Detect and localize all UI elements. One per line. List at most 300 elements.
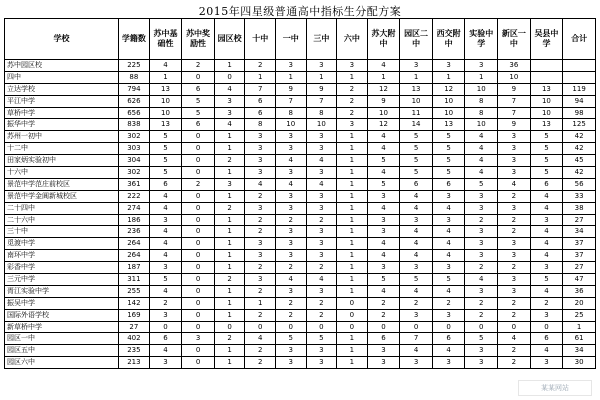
value-cell: 119 — [563, 83, 596, 95]
table-row — [5, 131, 596, 143]
column-header: 学校 — [5, 19, 119, 60]
value-cell: 10 — [530, 107, 563, 119]
value-cell: 3 — [214, 107, 245, 119]
value-cell: 361 — [119, 178, 150, 190]
value-cell: 0 — [245, 321, 276, 333]
value-cell: 3 — [275, 131, 306, 143]
value-cell: 4 — [149, 250, 182, 262]
value-cell: 1 — [465, 71, 498, 83]
value-cell: 1 — [337, 285, 368, 297]
value-cell: 5 — [432, 167, 465, 179]
table-row — [5, 178, 596, 190]
value-cell: 4 — [432, 250, 465, 262]
value-cell: 3 — [465, 250, 498, 262]
value-cell: 0 — [182, 345, 215, 357]
value-cell: 0 — [182, 309, 215, 321]
school-name-cell: 胥江实验中学 — [5, 285, 119, 297]
value-cell: 2 — [498, 262, 531, 274]
value-cell: 4 — [465, 167, 498, 179]
value-cell: 38 — [563, 202, 596, 214]
value-cell: 1 — [337, 71, 368, 83]
value-cell: 2 — [306, 262, 337, 274]
value-cell: 3 — [337, 119, 368, 131]
value-cell: 0 — [182, 274, 215, 286]
value-cell: 2 — [182, 60, 215, 72]
value-cell: 4 — [275, 155, 306, 167]
value-cell: 4 — [245, 333, 276, 345]
value-cell: 2 — [498, 190, 531, 202]
school-name-cell: 振吴中学 — [5, 297, 119, 309]
column-header: 一中 — [275, 19, 306, 60]
table-title: 2015年四星级普通高中指标生分配方案 — [198, 5, 402, 18]
allocation-table-wrapper — [4, 18, 596, 369]
value-cell: 1 — [245, 71, 276, 83]
value-cell: 1 — [214, 250, 245, 262]
value-cell: 3 — [275, 167, 306, 179]
value-cell: 5 — [530, 143, 563, 155]
value-cell: 5 — [400, 143, 433, 155]
value-cell: 2 — [306, 214, 337, 226]
value-cell: 0 — [306, 321, 337, 333]
value-cell: 3 — [306, 357, 337, 369]
value-cell: 12 — [432, 83, 465, 95]
column-header: 苏中基础性 — [149, 19, 182, 60]
value-cell: 626 — [119, 95, 150, 107]
school-name-cell: 振华中学 — [5, 119, 119, 131]
table-row — [5, 333, 596, 345]
value-cell — [563, 71, 596, 83]
value-cell: 33 — [563, 190, 596, 202]
table-row — [5, 107, 596, 119]
value-cell: 1 — [214, 262, 245, 274]
value-cell: 4 — [149, 238, 182, 250]
value-cell: 1 — [337, 190, 368, 202]
value-cell: 45 — [563, 155, 596, 167]
school-name-cell: 觅渡中学 — [5, 238, 119, 250]
value-cell: 4 — [149, 202, 182, 214]
value-cell: 5 — [400, 131, 433, 143]
value-cell: 0 — [214, 71, 245, 83]
school-name-cell: 彩香中学 — [5, 262, 119, 274]
value-cell: 2 — [245, 226, 276, 238]
value-cell: 264 — [119, 250, 150, 262]
value-cell: 3 — [498, 238, 531, 250]
value-cell: 1 — [214, 131, 245, 143]
value-cell: 0 — [182, 167, 215, 179]
value-cell: 1 — [214, 285, 245, 297]
value-cell: 0 — [400, 321, 433, 333]
value-cell: 302 — [119, 131, 150, 143]
value-cell: 1 — [337, 262, 368, 274]
value-cell: 2 — [367, 297, 400, 309]
value-cell: 13 — [432, 119, 465, 131]
table-row — [5, 297, 596, 309]
value-cell: 4 — [306, 178, 337, 190]
value-cell: 5 — [530, 274, 563, 286]
value-cell: 1 — [337, 238, 368, 250]
value-cell: 0 — [337, 321, 368, 333]
value-cell: 4 — [367, 143, 400, 155]
value-cell: 10 — [275, 119, 306, 131]
value-cell: 3 — [275, 238, 306, 250]
value-cell: 3 — [367, 190, 400, 202]
value-cell: 3 — [245, 274, 276, 286]
value-cell: 8 — [306, 107, 337, 119]
watermark: 某某网站 — [518, 380, 592, 396]
value-cell: 1 — [337, 274, 368, 286]
value-cell: 42 — [563, 131, 596, 143]
value-cell: 3 — [275, 202, 306, 214]
column-header: 三中 — [306, 19, 337, 60]
value-cell: 88 — [119, 71, 150, 83]
value-cell: 5 — [367, 274, 400, 286]
value-cell: 656 — [119, 107, 150, 119]
value-cell: 6 — [432, 333, 465, 345]
value-cell: 94 — [563, 95, 596, 107]
table-row — [5, 202, 596, 214]
column-header: 园区校 — [214, 19, 245, 60]
value-cell: 2 — [400, 297, 433, 309]
value-cell: 0 — [149, 321, 182, 333]
value-cell: 0 — [182, 155, 215, 167]
value-cell: 6 — [182, 119, 215, 131]
value-cell: 4 — [400, 345, 433, 357]
table-row — [5, 155, 596, 167]
value-cell: 4 — [400, 250, 433, 262]
value-cell: 10 — [465, 83, 498, 95]
value-cell: 10 — [149, 95, 182, 107]
value-cell: 7 — [306, 95, 337, 107]
value-cell: 5 — [432, 131, 465, 143]
school-name-cell: 园区一中 — [5, 333, 119, 345]
value-cell: 4 — [465, 155, 498, 167]
value-cell: 2 — [182, 178, 215, 190]
value-cell: 3 — [245, 202, 276, 214]
value-cell: 3 — [498, 274, 531, 286]
value-cell: 794 — [119, 83, 150, 95]
value-cell: 0 — [465, 321, 498, 333]
value-cell: 98 — [563, 107, 596, 119]
value-cell: 37 — [563, 238, 596, 250]
value-cell: 3 — [465, 202, 498, 214]
value-cell: 27 — [563, 214, 596, 226]
school-name-cell: 景范中学范庄前校区 — [5, 178, 119, 190]
value-cell: 8 — [465, 107, 498, 119]
value-cell: 1 — [214, 143, 245, 155]
table-row — [5, 345, 596, 357]
value-cell — [530, 71, 563, 83]
value-cell: 1 — [306, 71, 337, 83]
value-cell: 0 — [182, 143, 215, 155]
value-cell: 0 — [182, 226, 215, 238]
value-cell: 7 — [498, 95, 531, 107]
value-cell: 3 — [214, 95, 245, 107]
value-cell: 27 — [119, 321, 150, 333]
header-row — [5, 19, 596, 60]
value-cell: 2 — [337, 83, 368, 95]
value-cell: 3 — [275, 285, 306, 297]
value-cell: 4 — [149, 190, 182, 202]
table-row — [5, 167, 596, 179]
value-cell: 5 — [530, 131, 563, 143]
value-cell: 9 — [498, 83, 531, 95]
value-cell: 2 — [245, 262, 276, 274]
value-cell: 0 — [214, 321, 245, 333]
allocation-table — [4, 18, 596, 369]
value-cell: 6 — [530, 178, 563, 190]
value-cell: 1 — [214, 60, 245, 72]
school-name-cell: 立达学校 — [5, 83, 119, 95]
value-cell: 3 — [530, 357, 563, 369]
value-cell: 4 — [149, 226, 182, 238]
table-row — [5, 83, 596, 95]
value-cell: 236 — [119, 226, 150, 238]
value-cell: 0 — [337, 309, 368, 321]
column-header: 吴县中学 — [530, 19, 563, 60]
value-cell: 1 — [367, 71, 400, 83]
value-cell: 1 — [214, 297, 245, 309]
value-cell: 3 — [306, 238, 337, 250]
value-cell: 4 — [465, 274, 498, 286]
value-cell: 0 — [182, 190, 215, 202]
value-cell: 3 — [306, 285, 337, 297]
value-cell: 4 — [530, 285, 563, 297]
value-cell: 13 — [149, 83, 182, 95]
value-cell: 304 — [119, 155, 150, 167]
value-cell: 3 — [367, 357, 400, 369]
value-cell: 125 — [563, 119, 596, 131]
value-cell: 3 — [245, 238, 276, 250]
value-cell: 4 — [530, 226, 563, 238]
value-cell: 2 — [306, 309, 337, 321]
value-cell: 3 — [400, 60, 433, 72]
value-cell: 2 — [498, 214, 531, 226]
value-cell: 2 — [498, 357, 531, 369]
value-cell: 10 — [149, 107, 182, 119]
table-row — [5, 71, 596, 83]
value-cell: 34 — [563, 345, 596, 357]
table-row — [5, 321, 596, 333]
value-cell: 2 — [214, 274, 245, 286]
table-row — [5, 214, 596, 226]
value-cell: 2 — [367, 309, 400, 321]
value-cell: 2 — [245, 60, 276, 72]
value-cell: 3 — [214, 178, 245, 190]
value-cell: 303 — [119, 143, 150, 155]
value-cell: 20 — [563, 297, 596, 309]
value-cell: 13 — [400, 83, 433, 95]
value-cell: 0 — [182, 238, 215, 250]
value-cell: 10 — [432, 107, 465, 119]
value-cell: 4 — [400, 285, 433, 297]
school-name-cell: 二十六中 — [5, 214, 119, 226]
value-cell: 6 — [149, 333, 182, 345]
value-cell: 7 — [400, 333, 433, 345]
value-cell: 3 — [306, 60, 337, 72]
value-cell: 1 — [337, 226, 368, 238]
value-cell: 3 — [306, 202, 337, 214]
value-cell: 3 — [367, 226, 400, 238]
table-row — [5, 119, 596, 131]
value-cell: 6 — [182, 83, 215, 95]
value-cell: 838 — [119, 119, 150, 131]
value-cell: 3 — [149, 309, 182, 321]
value-cell: 0 — [367, 321, 400, 333]
value-cell: 2 — [214, 202, 245, 214]
value-cell: 4 — [245, 178, 276, 190]
column-header: 新区一中 — [498, 19, 531, 60]
value-cell: 5 — [367, 178, 400, 190]
value-cell: 4 — [149, 60, 182, 72]
value-cell: 47 — [563, 274, 596, 286]
value-cell: 4 — [306, 155, 337, 167]
school-name-cell: 田家炳实验初中 — [5, 155, 119, 167]
value-cell: 2 — [465, 214, 498, 226]
value-cell: 4 — [367, 167, 400, 179]
value-cell: 4 — [530, 238, 563, 250]
school-name-cell: 三十中 — [5, 226, 119, 238]
value-cell: 1 — [214, 167, 245, 179]
value-cell: 13 — [149, 119, 182, 131]
value-cell: 1 — [337, 333, 368, 345]
value-cell: 4 — [530, 202, 563, 214]
school-name-cell: 景范中学金阊新城校区 — [5, 190, 119, 202]
value-cell: 30 — [563, 357, 596, 369]
school-name-cell: 国际外语学校 — [5, 309, 119, 321]
value-cell: 2 — [498, 297, 531, 309]
value-cell: 9 — [306, 83, 337, 95]
value-cell: 3 — [400, 357, 433, 369]
value-cell: 4 — [530, 345, 563, 357]
value-cell: 0 — [498, 321, 531, 333]
value-cell: 2 — [275, 297, 306, 309]
value-cell: 4 — [367, 60, 400, 72]
value-cell: 1 — [214, 309, 245, 321]
value-cell: 142 — [119, 297, 150, 309]
value-cell: 5 — [149, 274, 182, 286]
school-name-cell: 草桥中学 — [5, 107, 119, 119]
value-cell: 1 — [149, 71, 182, 83]
value-cell: 3 — [530, 214, 563, 226]
value-cell: 4 — [306, 274, 337, 286]
value-cell: 2 — [245, 357, 276, 369]
value-cell: 4 — [432, 238, 465, 250]
value-cell: 0 — [337, 297, 368, 309]
value-cell: 4 — [149, 345, 182, 357]
value-cell: 8 — [275, 107, 306, 119]
value-cell: 3 — [367, 262, 400, 274]
school-name-cell: 园区六中 — [5, 357, 119, 369]
value-cell: 9 — [498, 119, 531, 131]
value-cell: 222 — [119, 190, 150, 202]
value-cell: 3 — [245, 155, 276, 167]
value-cell: 14 — [400, 119, 433, 131]
value-cell: 6 — [530, 333, 563, 345]
value-cell: 311 — [119, 274, 150, 286]
value-cell: 2 — [214, 333, 245, 345]
value-cell: 3 — [498, 250, 531, 262]
value-cell: 4 — [465, 131, 498, 143]
table-row — [5, 95, 596, 107]
value-cell: 3 — [400, 309, 433, 321]
value-cell: 3 — [498, 285, 531, 297]
value-cell: 3 — [275, 250, 306, 262]
value-cell: 42 — [563, 167, 596, 179]
value-cell: 1 — [214, 238, 245, 250]
value-cell: 3 — [306, 250, 337, 262]
value-cell: 5 — [400, 155, 433, 167]
value-cell: 5 — [432, 274, 465, 286]
value-cell: 1 — [337, 143, 368, 155]
table-row — [5, 226, 596, 238]
value-cell: 6 — [245, 107, 276, 119]
value-cell: 1 — [337, 202, 368, 214]
value-cell: 3 — [465, 345, 498, 357]
value-cell: 0 — [182, 262, 215, 274]
value-cell: 2 — [275, 262, 306, 274]
value-cell: 3 — [149, 214, 182, 226]
value-cell: 0 — [182, 297, 215, 309]
value-cell: 6 — [149, 178, 182, 190]
value-cell: 4 — [367, 250, 400, 262]
value-cell: 5 — [465, 178, 498, 190]
value-cell: 37 — [563, 250, 596, 262]
value-cell: 2 — [149, 297, 182, 309]
value-cell: 2 — [245, 285, 276, 297]
value-cell: 213 — [119, 357, 150, 369]
value-cell: 3 — [432, 262, 465, 274]
value-cell: 2 — [530, 297, 563, 309]
value-cell: 34 — [563, 226, 596, 238]
value-cell: 9 — [367, 95, 400, 107]
value-cell: 2 — [465, 262, 498, 274]
value-cell: 4 — [275, 178, 306, 190]
value-cell: 402 — [119, 333, 150, 345]
value-cell: 36 — [498, 60, 531, 72]
value-cell: 1 — [245, 297, 276, 309]
value-cell: 4 — [465, 143, 498, 155]
value-cell: 10 — [498, 71, 531, 83]
value-cell: 5 — [149, 155, 182, 167]
value-cell: 9 — [275, 83, 306, 95]
value-cell: 4 — [275, 274, 306, 286]
value-cell: 11 — [400, 107, 433, 119]
value-cell: 0 — [182, 202, 215, 214]
value-cell: 3 — [337, 60, 368, 72]
value-cell: 302 — [119, 167, 150, 179]
value-cell: 4 — [400, 226, 433, 238]
value-cell: 6 — [432, 178, 465, 190]
value-cell: 3 — [465, 226, 498, 238]
value-cell: 8 — [245, 119, 276, 131]
value-cell: 3 — [245, 167, 276, 179]
value-cell: 0 — [182, 71, 215, 83]
value-cell: 3 — [306, 345, 337, 357]
table-row — [5, 262, 596, 274]
value-cell: 1 — [337, 167, 368, 179]
school-name-cell: 平江中学 — [5, 95, 119, 107]
school-name-cell: 二十四中 — [5, 202, 119, 214]
value-cell: 2 — [245, 214, 276, 226]
value-cell: 5 — [432, 155, 465, 167]
value-cell: 3 — [432, 309, 465, 321]
value-cell: 10 — [367, 107, 400, 119]
value-cell: 0 — [275, 321, 306, 333]
value-cell — [563, 60, 596, 72]
value-cell: 13 — [530, 119, 563, 131]
value-cell: 1 — [214, 345, 245, 357]
value-cell: 2 — [498, 309, 531, 321]
